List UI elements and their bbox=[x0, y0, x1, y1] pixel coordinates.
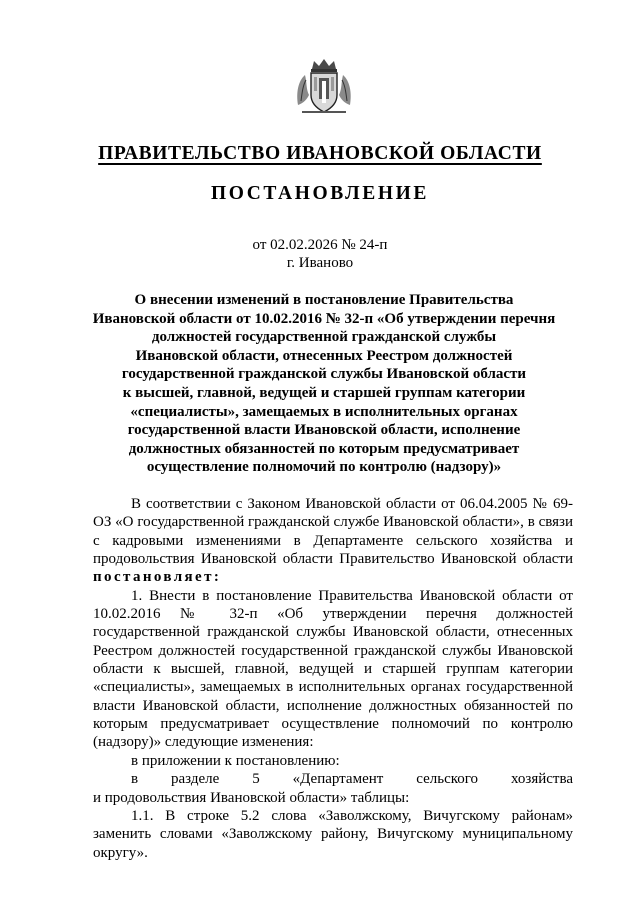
section-line-2: и продовольствия Ивановской области» таблицы: bbox=[93, 789, 410, 806]
subject-line: О внесении изменений в постановление Правительства bbox=[134, 292, 514, 308]
coat-of-arms-icon bbox=[292, 55, 356, 119]
government-title: ПРАВИТЕЛЬСТВО ИВАНОВСКОЙ ОБЛАСТИ bbox=[98, 143, 542, 164]
preamble-text: В соответствии с Законом Ивановской области от 06.04.2005 № 69-ОЗ «О государственной гражданской службе Ивановской области», в связи с кадровыми изменениями в Департаменте сельского хозяйства и продовольствия Ивановской области Правительство Ивановской области bbox=[93, 496, 573, 568]
subject-line: государственной гражданской службы Ивановской области bbox=[121, 366, 527, 383]
item-1-paragraph: 1. Внести в постановление Правительства Ивановской области от 10.02.2016 № 32-п «Об утверждении перечня должностей государственной гражданской службы Ивановской области, отнесенных Реестром должностей государственной гражданской службы Ивановской области к высшей, главной, ведущей и старшей группам категории «специалисты», замещаемых в исполнительных органах государственной власти Ивановской области, исполнение должностных обязанностей по которым предусматривает осуществление полномочий по контролю (надзору)» следующие изменения: bbox=[93, 587, 573, 751]
city: г. Иваново bbox=[286, 255, 354, 271]
subject-line: должностных обязанностей по которым предусматривает bbox=[128, 440, 520, 457]
subject-line: Ивановской области от 10.02.2016 № 32-п «Об утверждении перечня bbox=[92, 310, 556, 327]
resolves-word: постановляет: bbox=[93, 569, 222, 586]
item-1-1-paragraph: 1.1. В строке 5.2 слова «Заволжскому, Вичугскому районам» заменить словами «Заволжскому району, Вичугскому муниципальному округу». bbox=[93, 807, 573, 861]
document-body bbox=[93, 495, 573, 862]
subject-line: должностей государственной гражданской службы bbox=[151, 329, 497, 346]
document-meta bbox=[0, 236, 640, 272]
subject-line: осуществление полномочий по контролю (надзору)» bbox=[146, 459, 502, 476]
subject-line: к высшей, главной, ведущей и старшей группам категории bbox=[122, 384, 526, 401]
subject-line: «специалисты», замещаемых в исполнительных органах bbox=[130, 403, 518, 420]
document-type: ПОСТАНОВЛЕНИЕ bbox=[210, 183, 430, 204]
preamble-paragraph bbox=[93, 495, 573, 587]
annex-paragraph: в приложении к постановлению: bbox=[131, 752, 340, 769]
document-subject bbox=[80, 291, 568, 477]
subject-line: Ивановской области, отнесенных Реестром должностей bbox=[135, 347, 513, 364]
section-line-1: в разделе 5 «Департамент сельского хозяйства bbox=[131, 771, 573, 788]
subject-line: государственной власти Ивановской области, исполнение bbox=[127, 422, 521, 439]
date-number: от 02.02.2026 № 24-п bbox=[252, 237, 388, 253]
